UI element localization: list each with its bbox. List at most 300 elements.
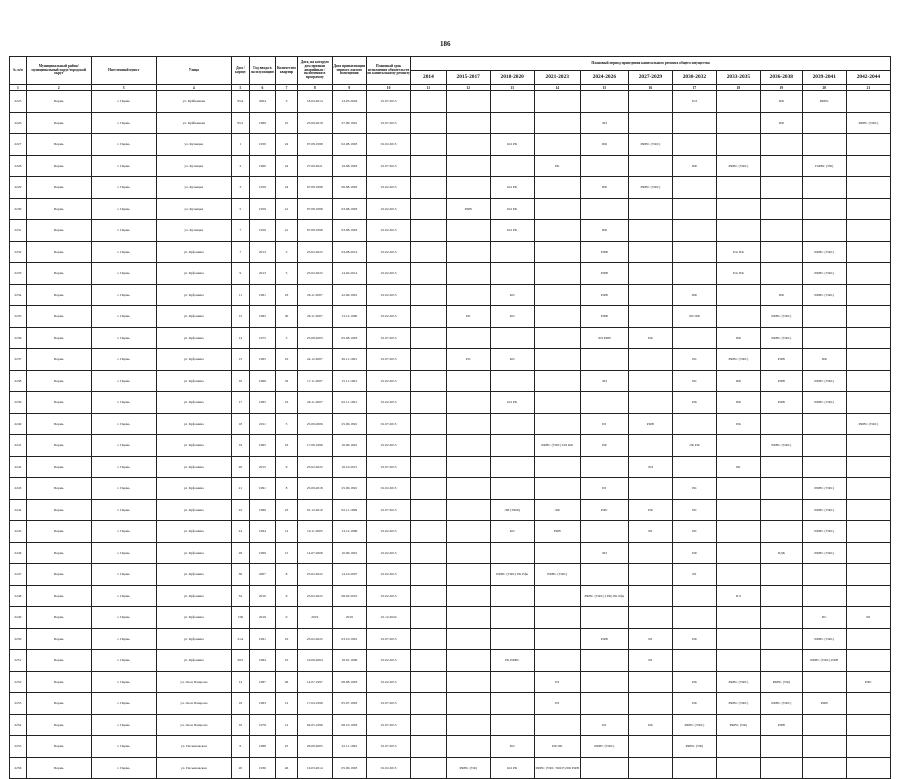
year-built-cell: 2010 bbox=[249, 585, 275, 607]
planned-work-cell bbox=[846, 370, 890, 392]
planned-work-cell: КО РК bbox=[490, 134, 534, 156]
privatization-date-cell: 25.09.1991 bbox=[332, 413, 367, 435]
deadline-cell: 01.07.2015 bbox=[367, 112, 411, 134]
house-cell: 7 bbox=[232, 241, 250, 263]
municipality-cell: Пермь bbox=[26, 499, 91, 521]
deadline-cell: 01.07.2015 bbox=[367, 91, 411, 113]
table-row bbox=[10, 757, 891, 779]
municipality-cell: Пермь bbox=[26, 370, 91, 392]
house-cell: 24 bbox=[232, 521, 250, 543]
planned-work-cell bbox=[846, 284, 890, 306]
apartments-cell: 41 bbox=[276, 220, 298, 242]
header-no: № п/п bbox=[10, 57, 27, 85]
street-cell: ул. Куфонина bbox=[156, 435, 231, 457]
row-number: 2240 bbox=[10, 413, 27, 435]
house-cell: 6 bbox=[232, 736, 250, 758]
municipality-cell: Пермь bbox=[26, 757, 91, 779]
inclusion-date-cell: 25.02.2022 bbox=[297, 585, 332, 607]
year-built-cell: 1989 bbox=[249, 112, 275, 134]
settlement-cell: г. Пермь bbox=[91, 757, 156, 779]
planned-work-cell: РФВС (УФС) bbox=[716, 349, 760, 371]
street-cell: ул. Леон Пашрона bbox=[156, 714, 231, 736]
apartments-cell: 12 bbox=[276, 714, 298, 736]
planned-work-cell bbox=[846, 91, 890, 113]
planned-work-cell bbox=[446, 327, 490, 349]
year-built-cell: 1959 bbox=[249, 220, 275, 242]
column-number: 16 bbox=[628, 85, 672, 91]
settlement-cell: г. Пермь bbox=[91, 564, 156, 586]
planned-work-cell bbox=[411, 155, 447, 177]
planned-work-cell: РФВ bbox=[580, 628, 628, 650]
row-number: 2245 bbox=[10, 521, 27, 543]
year-built-cell: 1988 bbox=[249, 736, 275, 758]
municipality-cell: Пермь bbox=[26, 736, 91, 758]
planned-work-cell: РФВС (УФС) bbox=[672, 714, 716, 736]
planned-work-cell: РФВ bbox=[580, 241, 628, 263]
planned-work-cell: РФВ bbox=[802, 693, 846, 715]
row-number: 2246 bbox=[10, 542, 27, 564]
header-inclusion-date: Дата, на которую дом признан аварийным / включения в программу bbox=[297, 57, 332, 85]
planned-work-cell bbox=[446, 542, 490, 564]
inclusion-date-cell: 27.09.2021 bbox=[297, 155, 332, 177]
street-cell: ул. Куфонина bbox=[156, 306, 231, 328]
planned-work-cell bbox=[580, 757, 628, 779]
planned-work-cell bbox=[628, 263, 672, 285]
header-year-built: Год ввода в эксплуатацию bbox=[249, 57, 275, 85]
house-cell: 1 bbox=[232, 134, 250, 156]
deadline-cell: 01.07.2015 bbox=[367, 714, 411, 736]
column-number: 8 bbox=[297, 85, 332, 91]
planned-work-cell bbox=[628, 241, 672, 263]
table-row bbox=[10, 112, 891, 134]
planned-work-cell: ЛК РФ bbox=[672, 435, 716, 457]
row-number: 2250 bbox=[10, 628, 27, 650]
inclusion-date-cell: 25.09.2018 bbox=[297, 478, 332, 500]
planned-work-cell bbox=[534, 306, 580, 328]
privatization-date-cell: 14.10.2007 bbox=[332, 564, 367, 586]
planned-work-cell bbox=[411, 327, 447, 349]
house-cell: 11 bbox=[232, 284, 250, 306]
privatization-date-cell: 16.10.2015 bbox=[332, 456, 367, 478]
street-cell: ул. Пасьяновская bbox=[156, 736, 231, 758]
planned-work-cell: РЛ bbox=[534, 693, 580, 715]
planned-work-cell: КО РК bbox=[490, 220, 534, 242]
planned-work-cell: ПК bbox=[672, 693, 716, 715]
planned-work-cell bbox=[628, 585, 672, 607]
row-number: 2235 bbox=[10, 306, 27, 328]
table-row bbox=[10, 607, 891, 629]
privatization-date-cell: 05.09.1993 bbox=[332, 757, 367, 779]
planned-work-cell bbox=[672, 456, 716, 478]
planned-work-cell: РФВС (УФС) bbox=[760, 693, 802, 715]
column-number: 13 bbox=[490, 85, 534, 91]
planned-work-cell bbox=[672, 413, 716, 435]
planned-work-cell bbox=[580, 693, 628, 715]
planned-work-cell bbox=[534, 241, 580, 263]
planned-work-cell bbox=[760, 650, 802, 672]
planned-work-cell bbox=[628, 693, 672, 715]
settlement-cell: г. Пермь bbox=[91, 435, 156, 457]
planned-work-cell: РФВС (УФ) bbox=[716, 714, 760, 736]
planned-work-cell: КО РК bbox=[490, 757, 534, 779]
planned-work-cell: РФВС (УФС) bbox=[716, 693, 760, 715]
planned-work-cell bbox=[716, 564, 760, 586]
planned-work-cell bbox=[802, 671, 846, 693]
row-number: 2242 bbox=[10, 456, 27, 478]
row-number: 2225 bbox=[10, 91, 27, 113]
table-row bbox=[10, 155, 891, 177]
deadline-cell: 01.02.2015 bbox=[367, 284, 411, 306]
planned-work-cell: ЛИ bbox=[580, 542, 628, 564]
planned-work-cell bbox=[411, 370, 447, 392]
planned-work-cell: ПФ bbox=[760, 112, 802, 134]
table-row bbox=[10, 263, 891, 285]
planned-work-cell bbox=[534, 607, 580, 629]
planned-work-cell bbox=[446, 714, 490, 736]
municipality-cell: Пермь bbox=[26, 671, 91, 693]
planned-work-cell: ПФ bbox=[760, 284, 802, 306]
header-house: Дом / корпус bbox=[232, 57, 250, 85]
planned-work-cell bbox=[490, 155, 534, 177]
planned-work-cell bbox=[490, 714, 534, 736]
planned-work-cell bbox=[446, 628, 490, 650]
planned-work-cell: ПК bbox=[716, 413, 760, 435]
row-number: 2241 bbox=[10, 435, 27, 457]
municipality-cell: Пермь bbox=[26, 542, 91, 564]
row-number: 2254 bbox=[10, 714, 27, 736]
planned-work-cell bbox=[490, 91, 534, 113]
planned-work-cell bbox=[411, 220, 447, 242]
planned-work-cell bbox=[760, 413, 802, 435]
header-year-2039-2041: 2039-2041 bbox=[802, 71, 846, 85]
table-row bbox=[10, 413, 891, 435]
planned-work-cell: РЛ bbox=[580, 413, 628, 435]
house-cell: 95А bbox=[232, 91, 250, 113]
planned-work-cell bbox=[411, 241, 447, 263]
privatization-date-cell: 03.08.1993 bbox=[332, 220, 367, 242]
planned-work-cell bbox=[846, 134, 890, 156]
house-cell: 7 bbox=[232, 220, 250, 242]
table-row bbox=[10, 327, 891, 349]
planned-work-cell bbox=[534, 91, 580, 113]
planned-work-cell: РФС bbox=[846, 671, 890, 693]
planned-work-cell: РФВС (УФС) bbox=[760, 327, 802, 349]
year-built-cell: 2004 bbox=[249, 91, 275, 113]
municipality-cell: Пермь bbox=[26, 263, 91, 285]
apartments-cell: 8 bbox=[276, 478, 298, 500]
planned-work-cell bbox=[534, 349, 580, 371]
municipality-cell: Пермь bbox=[26, 241, 91, 263]
planned-work-cell bbox=[490, 413, 534, 435]
planned-work-cell: КО РК bbox=[490, 177, 534, 199]
privatization-date-cell: 27.09.1991 bbox=[332, 112, 367, 134]
header-year-2030-2032: 2030-2032 bbox=[672, 71, 716, 85]
planned-work-cell bbox=[580, 456, 628, 478]
planned-work-cell bbox=[490, 241, 534, 263]
table-row bbox=[10, 435, 891, 457]
planned-work-cell bbox=[628, 349, 672, 371]
municipality-cell: Пермь bbox=[26, 155, 91, 177]
street-cell: ул. Куфонина bbox=[156, 521, 231, 543]
planned-work-cell bbox=[716, 177, 760, 199]
planned-work-cell bbox=[411, 650, 447, 672]
apartments-cell: 24 bbox=[276, 155, 298, 177]
street-cell: ул. Куйбышева bbox=[156, 91, 231, 113]
planned-work-cell: РФВС (УФС) bbox=[802, 499, 846, 521]
inclusion-date-cell: 16.03.2014 bbox=[297, 757, 332, 779]
planned-work-cell bbox=[411, 499, 447, 521]
planned-work-cell bbox=[716, 499, 760, 521]
column-number: 5 bbox=[232, 85, 250, 91]
apartments-cell: 16 bbox=[276, 435, 298, 457]
planned-work-cell bbox=[760, 736, 802, 758]
year-built-cell: 1959 bbox=[249, 134, 275, 156]
header-planned-period: Плановый период проведения капитального ремонта общего имущества bbox=[411, 57, 891, 71]
planned-work-cell bbox=[411, 542, 447, 564]
planned-work-cell: РЛ bbox=[628, 650, 672, 672]
planned-work-cell: КО bbox=[490, 349, 534, 371]
planned-work-cell bbox=[411, 736, 447, 758]
settlement-cell: г. Пермь bbox=[91, 370, 156, 392]
planned-work-cell bbox=[802, 435, 846, 457]
apartments-cell: 32 bbox=[276, 370, 298, 392]
apartments-cell: 41 bbox=[276, 198, 298, 220]
planned-work-cell: ПК bbox=[672, 628, 716, 650]
planned-work-cell bbox=[411, 306, 447, 328]
street-cell: ул. Куфонина bbox=[156, 284, 231, 306]
municipality-cell: Пермь bbox=[26, 327, 91, 349]
planned-work-cell: РК РФВС bbox=[490, 650, 534, 672]
house-cell: 29/1 bbox=[232, 650, 250, 672]
planned-work-cell bbox=[846, 585, 890, 607]
planned-work-cell bbox=[490, 693, 534, 715]
planned-work-cell bbox=[846, 306, 890, 328]
planned-work-cell bbox=[534, 585, 580, 607]
inclusion-date-cell: 04.05.1999 bbox=[297, 714, 332, 736]
planned-work-cell bbox=[802, 198, 846, 220]
planned-work-cell bbox=[672, 198, 716, 220]
year-built-cell: 1959 bbox=[249, 198, 275, 220]
street-cell: ул. Куфонина bbox=[156, 607, 231, 629]
deadline-cell: 01.02.2015 bbox=[367, 306, 411, 328]
planned-work-cell: РФВС (УФС) bbox=[716, 671, 760, 693]
planned-work-cell bbox=[411, 585, 447, 607]
settlement-cell: г. Пермь bbox=[91, 585, 156, 607]
house-cell: 3 bbox=[232, 177, 250, 199]
deadline-cell: 01.02.2015 bbox=[367, 585, 411, 607]
planned-work-cell bbox=[446, 456, 490, 478]
street-cell: ул. Куфонина bbox=[156, 327, 231, 349]
planned-work-cell bbox=[534, 370, 580, 392]
planned-work-cell bbox=[802, 177, 846, 199]
deadline-cell: 01.07.2015 bbox=[367, 693, 411, 715]
planned-work-cell bbox=[446, 392, 490, 414]
deadline-cell: 01.07.2015 bbox=[367, 628, 411, 650]
planned-work-cell bbox=[802, 585, 846, 607]
municipality-cell: Пермь bbox=[26, 91, 91, 113]
privatization-date-cell: 14.05.2004 bbox=[332, 91, 367, 113]
planned-work-cell: РК bbox=[446, 306, 490, 328]
municipality-cell: Пермь bbox=[26, 198, 91, 220]
inclusion-date-cell: 17.06.1999 bbox=[297, 435, 332, 457]
row-number: 2227 bbox=[10, 134, 27, 156]
planned-work-cell bbox=[716, 478, 760, 500]
settlement-cell: г. Пермь bbox=[91, 714, 156, 736]
planned-work-cell bbox=[802, 564, 846, 586]
header-municipality: Муниципальный район/муниципальный округ/городской округ bbox=[26, 57, 91, 85]
municipality-cell: Пермь bbox=[26, 650, 91, 672]
planned-work-cell: ПК bbox=[628, 327, 672, 349]
deadline-cell: 01.02.2015 bbox=[367, 650, 411, 672]
apartments-cell: 16 bbox=[276, 349, 298, 371]
year-built-cell: 1984 bbox=[249, 650, 275, 672]
deadline-cell: 01.07.2015 bbox=[367, 349, 411, 371]
planned-work-cell: РФВ bbox=[760, 392, 802, 414]
row-number: 2256 bbox=[10, 757, 27, 779]
settlement-cell: г. Пермь bbox=[91, 392, 156, 414]
year-built-cell: 2013 bbox=[249, 263, 275, 285]
settlement-cell: г. Пермь bbox=[91, 220, 156, 242]
inclusion-date-cell: 18.04.2014 bbox=[297, 91, 332, 113]
planned-work-cell: РФВС (УФС) bbox=[802, 263, 846, 285]
settlement-cell: г. Пермь bbox=[91, 542, 156, 564]
table-row bbox=[10, 177, 891, 199]
planned-work-cell bbox=[490, 435, 534, 457]
planned-work-cell: РФВ bbox=[580, 284, 628, 306]
planned-work-cell: РФ bbox=[628, 499, 672, 521]
privatization-date-cell: 26.11.1991 bbox=[332, 349, 367, 371]
planned-work-cell bbox=[846, 628, 890, 650]
planned-work-cell bbox=[846, 327, 890, 349]
house-cell: 16 bbox=[232, 714, 250, 736]
house-cell: 21 bbox=[232, 478, 250, 500]
header-year-2033-2035: 2033-2035 bbox=[716, 71, 760, 85]
planned-work-cell: РФВС (УФС) bbox=[802, 284, 846, 306]
planned-work-cell: РФВС bbox=[802, 91, 846, 113]
municipality-cell: Пермь bbox=[26, 564, 91, 586]
house-cell: 16 bbox=[232, 693, 250, 715]
privatization-date-cell: 05.08.1993 bbox=[332, 327, 367, 349]
deadline-cell: 01.02.2015 bbox=[367, 134, 411, 156]
planned-work-cell bbox=[628, 91, 672, 113]
municipality-cell: Пермь bbox=[26, 112, 91, 134]
row-number: 2252 bbox=[10, 671, 27, 693]
planned-work-cell: РЛ bbox=[672, 564, 716, 586]
planned-work-cell bbox=[580, 349, 628, 371]
row-number: 2228 bbox=[10, 155, 27, 177]
planned-work-cell: РФС bbox=[580, 499, 628, 521]
planned-work-cell: РФВ bbox=[580, 263, 628, 285]
planned-work-cell bbox=[580, 91, 628, 113]
planned-work-cell bbox=[672, 263, 716, 285]
privatization-date-cell: 05.07.1993 bbox=[332, 693, 367, 715]
year-built-cell: 1991 bbox=[249, 478, 275, 500]
planned-work-cell: ПФ bbox=[672, 155, 716, 177]
planned-work-cell bbox=[411, 263, 447, 285]
privatization-date-cell: 08.02.2010 bbox=[332, 585, 367, 607]
deadline-cell: 01.02.2015 bbox=[367, 241, 411, 263]
planned-work-cell bbox=[534, 413, 580, 435]
planned-work-cell bbox=[628, 306, 672, 328]
header-year-2021-2023: 2021-2023 bbox=[534, 71, 580, 85]
column-number: 9 bbox=[332, 85, 367, 91]
street-cell: ул. Куфонина bbox=[156, 456, 231, 478]
inclusion-date-cell: 07.08.1998 bbox=[297, 220, 332, 242]
planned-work-cell: РК bbox=[672, 370, 716, 392]
municipality-cell: Пермь bbox=[26, 306, 91, 328]
planned-work-cell bbox=[846, 456, 890, 478]
apartments-cell: 3 bbox=[276, 91, 298, 113]
planned-work-cell bbox=[672, 327, 716, 349]
privatization-date-cell: 06.08.1993 bbox=[332, 177, 367, 199]
planned-work-cell bbox=[760, 134, 802, 156]
house-cell: 30 bbox=[232, 564, 250, 586]
settlement-cell: г. Пермь bbox=[91, 349, 156, 371]
planned-work-cell bbox=[411, 413, 447, 435]
planned-work-cell bbox=[490, 370, 534, 392]
apartments-cell: 5 bbox=[276, 413, 298, 435]
planned-work-cell bbox=[716, 134, 760, 156]
planned-work-cell bbox=[672, 241, 716, 263]
planned-work-cell bbox=[534, 177, 580, 199]
inclusion-date-cell: 25.02.2022 bbox=[297, 263, 332, 285]
house-cell: 18 bbox=[232, 413, 250, 435]
deadline-cell: 01.02.2015 bbox=[367, 542, 411, 564]
planned-work-cell: ПЛ bbox=[672, 91, 716, 113]
planned-work-cell bbox=[411, 564, 447, 586]
planned-work-cell bbox=[716, 112, 760, 134]
planned-work-cell bbox=[411, 628, 447, 650]
table-row bbox=[10, 542, 891, 564]
planned-work-cell bbox=[534, 628, 580, 650]
planned-work-cell bbox=[534, 542, 580, 564]
planned-work-cell bbox=[802, 757, 846, 779]
planned-work-cell bbox=[446, 413, 490, 435]
planned-work-cell bbox=[760, 220, 802, 242]
street-cell: ул. Куфонина bbox=[156, 370, 231, 392]
planned-work-cell bbox=[846, 521, 890, 543]
planned-work-cell: РФВС (УФС) bbox=[802, 628, 846, 650]
planned-work-cell bbox=[672, 607, 716, 629]
planned-work-cell bbox=[628, 112, 672, 134]
row-number: 2237 bbox=[10, 349, 27, 371]
apartments-cell: 46 bbox=[276, 757, 298, 779]
planned-work-cell: РФВС (УФС) bbox=[628, 177, 672, 199]
municipality-cell: Пермь bbox=[26, 134, 91, 156]
planned-work-cell: КО bbox=[490, 736, 534, 758]
planned-work-cell bbox=[534, 220, 580, 242]
row-number: 2251 bbox=[10, 650, 27, 672]
planned-work-cell bbox=[446, 607, 490, 629]
year-built-cell: 1991 bbox=[249, 628, 275, 650]
planned-work-cell bbox=[846, 542, 890, 564]
planned-work-cell: РФ ПК bbox=[534, 736, 580, 758]
table-row bbox=[10, 198, 891, 220]
apartments-cell: 24 bbox=[276, 134, 298, 156]
apartments-cell: 18 bbox=[276, 284, 298, 306]
deadline-cell: 01.02.2015 bbox=[367, 564, 411, 586]
apartments-cell: 23 bbox=[276, 499, 298, 521]
planned-work-cell bbox=[490, 327, 534, 349]
planned-work-cell: РФВС (УФС) bbox=[846, 112, 890, 134]
planned-work-cell: ЛИ (ТФФ) bbox=[490, 499, 534, 521]
planned-work-cell bbox=[534, 112, 580, 134]
planned-work-cell bbox=[580, 671, 628, 693]
planned-work-cell bbox=[580, 155, 628, 177]
apartments-cell: 10 bbox=[276, 112, 298, 134]
street-cell: ул. Куфонина bbox=[156, 564, 231, 586]
planned-work-cell bbox=[628, 435, 672, 457]
